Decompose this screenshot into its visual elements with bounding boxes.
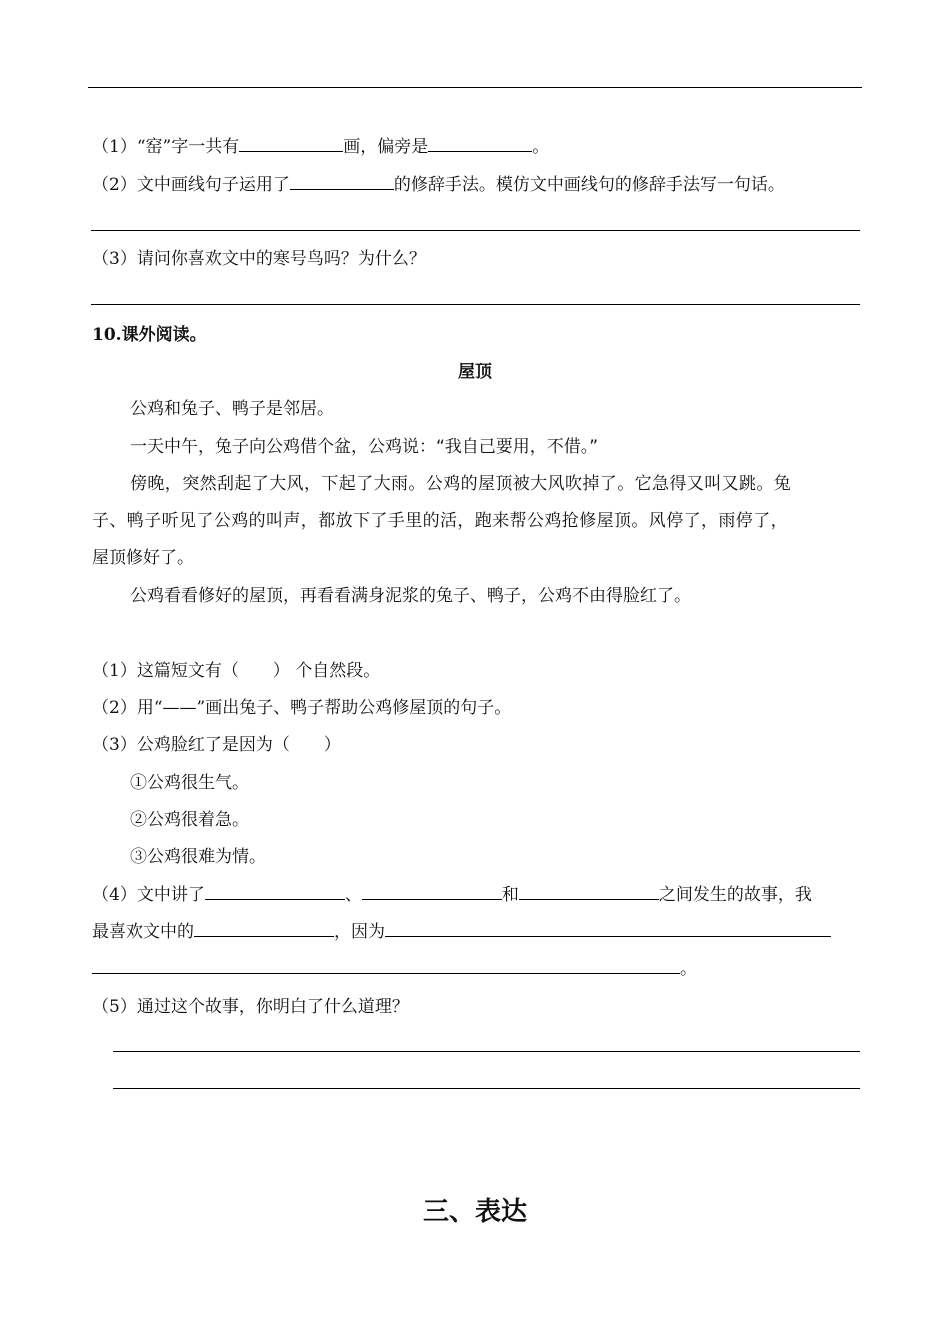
rhetoric-blank[interactable] bbox=[290, 175, 394, 190]
header-rule bbox=[88, 87, 862, 88]
q9-sub1-text-b: 画，偏旁是 bbox=[343, 137, 429, 157]
q9-sub1 bbox=[92, 136, 549, 158]
q10-s2: （2）用“——”画出兔子、鸭子帮助公鸡修屋顶的句子。 bbox=[92, 698, 512, 718]
q10-s4-text-b: 、 bbox=[344, 885, 362, 905]
q9-sub3: （3）请问你喜欢文中的寒号鸟吗？为什么？ bbox=[92, 249, 426, 269]
passage-title: 屋顶 bbox=[458, 362, 492, 382]
option-2[interactable]: ②公鸡很着急。 bbox=[130, 810, 249, 830]
q9-sub3-answer-line[interactable] bbox=[91, 304, 860, 305]
reason-blank[interactable] bbox=[385, 922, 831, 937]
passage-p3-line2: 子、鸭子听见了公鸡的叫声，都放下了手里的活，跑来帮公鸡抢修屋顶。风停了，雨停了， bbox=[92, 511, 788, 531]
passage-p3-line1: 傍晚，突然刮起了大风，下起了大雨。公鸡的屋顶被大风吹掉了。它急得又叫又跳。兔 bbox=[130, 474, 792, 494]
radical-blank[interactable] bbox=[428, 137, 532, 152]
section-3-title: 三、表达 bbox=[422, 1197, 527, 1227]
q9-sub2 bbox=[92, 174, 785, 196]
q10-s3: （3）公鸡脸红了是因为（ ） bbox=[92, 735, 341, 755]
q10-s5-answer-line-2[interactable] bbox=[113, 1088, 860, 1089]
q9-sub2-answer-line[interactable] bbox=[91, 230, 860, 231]
favorite-blank[interactable] bbox=[194, 922, 334, 937]
option-1[interactable]: ①公鸡很生气。 bbox=[130, 773, 249, 793]
q10-s4-line2 bbox=[92, 921, 831, 943]
q9-sub2-text-a: （2）文中画线句子运用了 bbox=[92, 175, 290, 195]
q9-sub1-text-a: （1）“窑”字一共有 bbox=[92, 137, 240, 157]
q10-s4-text-d: 之间发生的故事，我 bbox=[658, 885, 812, 905]
q10-s1: （1）这篇短文有（ ） 个自然段。 bbox=[92, 661, 381, 681]
q10-s4-text-e: 最喜欢文中的 bbox=[92, 922, 194, 942]
q9-sub1-text-c: 。 bbox=[532, 137, 550, 157]
stroke-count-blank[interactable] bbox=[239, 137, 343, 152]
q10-s4-line1 bbox=[92, 884, 812, 906]
character-blank-2[interactable] bbox=[362, 885, 502, 900]
q10-s4-text-a: （4）文中讲了 bbox=[92, 885, 205, 905]
passage-p1: 公鸡和兔子、鸭子是邻居。 bbox=[130, 399, 334, 419]
q10-s4-text-g: 。 bbox=[680, 959, 697, 979]
q10-s4-line3 bbox=[92, 958, 697, 980]
q10-s5: （5）通过这个故事，你明白了什么道理？ bbox=[92, 997, 409, 1017]
q10-s4-text-c: 和 bbox=[501, 885, 519, 905]
option-3[interactable]: ③公鸡很难为情。 bbox=[130, 847, 266, 867]
q10-s5-answer-line-1[interactable] bbox=[113, 1051, 860, 1052]
passage-p4: 公鸡看看修好的屋顶，再看看满身泥浆的兔子、鸭子，公鸡不由得脸红了。 bbox=[130, 586, 691, 606]
passage-p2: 一天中午，兔子向公鸡借个盆，公鸡说：“我自己要用，不借。” bbox=[130, 437, 599, 457]
q10-s4-text-f: ，因为 bbox=[334, 922, 385, 942]
q9-sub2-text-b: 的修辞手法。模仿文中画线句的修辞手法写一句话。 bbox=[393, 175, 785, 195]
passage-p3-line3: 屋顶修好了。 bbox=[92, 548, 194, 568]
character-blank-1[interactable] bbox=[205, 885, 345, 900]
q10-heading: 10.课外阅读。 bbox=[92, 325, 207, 345]
character-blank-3[interactable] bbox=[519, 885, 659, 900]
reason-blank-continued[interactable] bbox=[92, 959, 680, 974]
